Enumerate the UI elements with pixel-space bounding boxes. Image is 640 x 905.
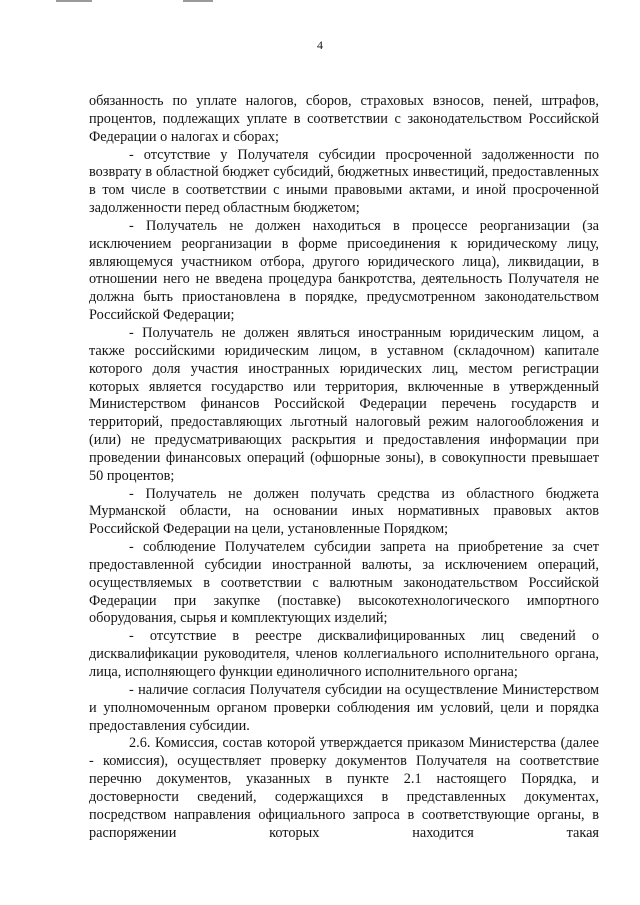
scan-edge-mark (183, 0, 213, 2)
page-number: 4 (317, 38, 323, 52)
paragraph-no-overdue-debt: - отсутствие у Получателя субсидии просроченной задолженности по возврату в областной бюджет субсидий, бюджетных инвестиций, предоставленных в том числе в соответствии с иными правовыми актами, и иной просроченной задолженности перед областным бюджетом; (89, 146, 599, 217)
paragraph-no-other-funding: - Получатель не должен получать средства из областного бюджета Мурманской области, на основании иных нормативных правовых актов Российской Федерации на цели, установленные Порядком; (89, 485, 599, 538)
paragraph-tax-obligations: обязанность по уплате налогов, сборов, страховых взносов, пеней, штрафов, процентов, подлежащих уплате в соответствии с законодательством Российской Федерации о налогах и сборах; (89, 93, 599, 145)
paragraph-currency-ban: - соблюдение Получателем субсидии запрета на приобретение за счет предоставленной субсидии иностранной валюты, за исключением операций, осуществляемых в соответствии с валютным законодательством Российской Федерации при закупке (поставке) высокотехнологического импортного оборудования, сырья и комплектующих изделий; (89, 539, 599, 627)
paragraph-no-reorganization: - Получатель не должен находиться в процессе реорганизации (за исключением реорганизации в форме присоединения к юридическому лицу, являющемуся участником отбора, другого юридического лица), ликвидации, в отношении него не введена процедура банкротства, деятельность Получателя не должна быть приостановлена в порядке, предусмотренном законодательством Российской Федерации; (89, 217, 599, 324)
scan-edge-mark (56, 0, 92, 2)
document-body (89, 93, 599, 842)
paragraph-disqualification-registry: - отсутствие в реестре дисквалифицированных лиц сведений о дисквалификации руководителя, членов коллегиального исполнительного органа, лица, исполняющего функции единоличного исполнительного органа; (89, 628, 599, 680)
paragraph-consent-to-audit: - наличие согласия Получателя субсидии на осуществление Министерством и уполномоченным органом проверки соблюдения им условий, цели и порядка предоставления субсидии. (89, 681, 599, 734)
paragraph-not-foreign-entity: - Получатель не должен являться иностранным юридическим лицом, а также российскими юридическим лицом, в уставном (складочном) капитале которого доля участия иностранных юридических лиц, местом регистрации которых является государство или территория, включенные в утвержденный Министерством финансов Российской Федерации перечень государств и территорий, предоставляющих льготный налоговый режим налогообложения и (или) не предусматривающих раскрытия и предоставления информации при проведении финансовых операций (офшорные зоны), в совокупности превышает 50 процентов; (89, 324, 599, 484)
paragraph-commission-2-6: 2.6. Комиссия, состав которой утверждается приказом Министерства (далее - комиссия), осуществляет проверку документов Получателя на соответствие перечню документов, указанных в пункте 2.1 настоящего Порядка, и достоверности сведений, содержащихся в представленных документах, посредством направления официального запроса в соответствующие органы, в распоряжении которых находится такая (89, 735, 599, 841)
